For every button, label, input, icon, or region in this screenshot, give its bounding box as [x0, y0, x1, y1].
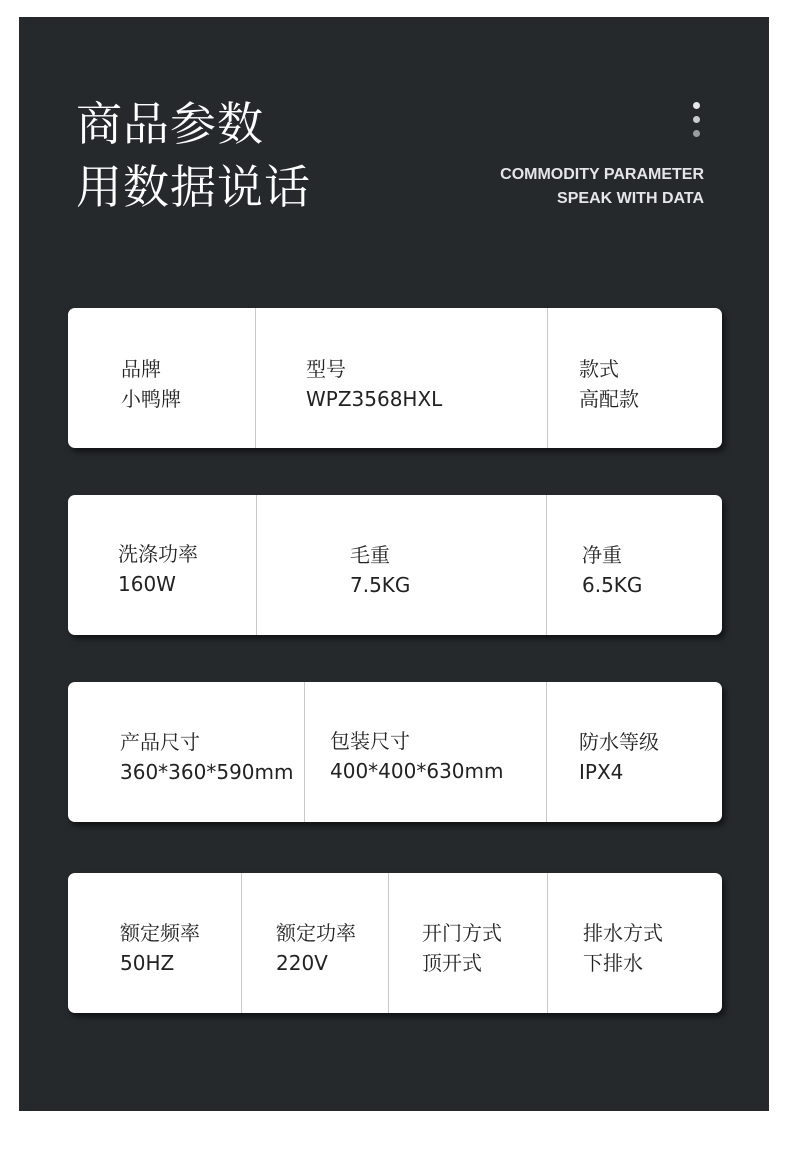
spec-label: 产品尺寸: [120, 730, 200, 754]
column-divider: [256, 495, 257, 635]
column-divider: [255, 308, 256, 448]
more-dots-icon: [693, 102, 701, 138]
spec-waterproof-rating: [579, 727, 659, 787]
column-divider: [304, 682, 305, 822]
spec-card-power-weight: [68, 495, 722, 635]
spec-label: 包装尺寸: [330, 729, 410, 753]
spec-style: [579, 354, 639, 414]
spec-value: 6.5KG: [582, 573, 643, 597]
spec-value: 高配款: [579, 387, 639, 411]
english-subtitle-line1: COMMODITY PARAMETER: [500, 166, 704, 183]
english-subtitle-line2: SPEAK WITH DATA: [557, 190, 704, 207]
column-divider: [241, 873, 242, 1013]
spec-value: 50HZ: [120, 951, 175, 975]
spec-label: 洗涤功率: [118, 542, 198, 566]
spec-wash-power: [118, 539, 198, 599]
spec-label: 款式: [579, 357, 619, 381]
spec-package-size: [330, 726, 504, 786]
spec-rated-power: [276, 918, 356, 978]
dot-icon: [693, 116, 700, 123]
spec-value: 7.5KG: [350, 573, 411, 597]
spec-value: 360*360*590mm: [120, 760, 294, 784]
spec-value: 160W: [118, 572, 176, 596]
spec-product-size: [120, 727, 294, 787]
column-divider: [547, 873, 548, 1013]
spec-value: 400*400*630mm: [330, 759, 504, 783]
spec-label: 额定功率: [276, 921, 356, 945]
spec-model: [306, 354, 442, 414]
dot-icon: [693, 130, 700, 137]
spec-door-type: [422, 918, 502, 978]
spec-label: 型号: [306, 357, 346, 381]
spec-label: 额定频率: [120, 921, 200, 945]
spec-label: 开门方式: [422, 921, 502, 945]
spec-value: 小鸭牌: [121, 387, 181, 411]
spec-value: 下排水: [583, 951, 643, 975]
spec-value: 顶开式: [422, 951, 482, 975]
spec-card-dimensions: [68, 682, 722, 822]
spec-brand: [121, 354, 181, 414]
spec-label: 防水等级: [579, 730, 659, 754]
spec-gross-weight: [350, 540, 410, 600]
dot-icon: [693, 102, 700, 109]
spec-net-weight: [582, 540, 642, 600]
spec-value: IPX4: [579, 760, 624, 784]
spec-drain-type: [583, 918, 663, 978]
spec-label: 排水方式: [583, 921, 663, 945]
spec-label: 品牌: [121, 357, 161, 381]
spec-label: 净重: [582, 543, 622, 567]
spec-rated-frequency: [120, 918, 200, 978]
spec-value: WPZ3568HXL: [306, 387, 443, 411]
column-divider: [547, 308, 548, 448]
page-title-line2: 用数据说话: [76, 160, 311, 214]
page-title-line1: 商品参数: [76, 97, 264, 151]
spec-label: 毛重: [350, 543, 390, 567]
spec-card-basic: [68, 308, 722, 448]
column-divider: [388, 873, 389, 1013]
spec-value: 220V: [276, 951, 328, 975]
column-divider: [546, 495, 547, 635]
spec-card-electrical: [68, 873, 722, 1013]
column-divider: [546, 682, 547, 822]
